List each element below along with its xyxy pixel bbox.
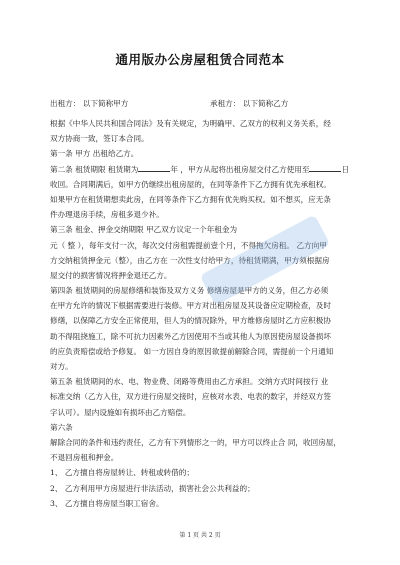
body-line: 屋交付的损害情况将押金退还乙方。 <box>50 270 172 280</box>
body-line: 解除合同的条件和违约责任，乙方有下列情形之一的，甲方可以终止合 同，收回房屋， <box>50 437 341 447</box>
body-line: 对方。 <box>50 362 73 371</box>
body-line: 在甲方允许的情况下根据需要进行装修。甲方对出租房屋及其设备应定期检查，及时 <box>50 301 331 311</box>
body-line: 双方协商一致，签订本合同。 <box>50 134 149 144</box>
body-line: 修缮，以保障乙方安全正常使用，但人为的情况除外，甲方维修房屋时乙方应积极协 <box>50 316 331 326</box>
body-line: 标准交纳（乙方入住，双方进行房屋交接时，应核对水表、电表的数字，并经双方签 <box>50 392 331 402</box>
body-line: 3、 乙方擅自将房屋当职工宿舍。 <box>50 498 164 508</box>
document-title: 通用版办公房屋租赁合同范本 <box>115 52 285 67</box>
page-footer: 第 1 页 共 2 页 <box>179 532 221 539</box>
body-line: 助不得阻挠施工，除不可抗力因素外乙方因使用不当或其他人为原因使房屋设备损坏 <box>50 331 331 341</box>
body-line: 第二条 租赁期限 租赁期为 年 ，甲方从起将出租房屋交付乙方使用至 日 <box>50 164 350 174</box>
body-line: 如果甲方在租赁期想卖此房，在同等条件下乙方拥有优先购买权。如不想买，应无条 <box>50 194 331 204</box>
fill-in-blank <box>138 163 170 172</box>
body-line: 方交纳租赁押金元（整），由乙方在 一次性支付给甲方，待租赁期满，甲方须根据房 <box>50 255 330 265</box>
body-line: 1、 乙方擅自将房屋转让、转租或转借的； <box>50 468 194 478</box>
body-line: 的应负责赔偿或给予修复。 如一方因自身的原因欲提前解除合同，需提前一个月通知 <box>50 346 334 356</box>
body-line: 第五条 租赁期间的水、电、物业费、闭路等费用由乙方承担。交纳方式时间按行 业 <box>50 377 329 387</box>
body-line: 不退回房租和押金。 <box>50 453 119 463</box>
body-line: 收回。合同期满后，如甲方仍继续出租房屋的，在同等条件下乙方拥有优先承租权。 <box>50 179 331 189</box>
fill-in-blank <box>309 163 341 172</box>
body-line: 2、 乙方利用甲方房屋进行非法活动，损害社会公共利益的； <box>50 483 255 493</box>
body-line: 根据《中华人民共和国合同法》及有关规定，为明确甲、乙双方的权利义务关系，经 <box>50 119 331 128</box>
party-b-label: 承租方： 以下简称乙方 <box>210 99 289 108</box>
party-a-label: 出租方： 以下简称甲方 <box>50 99 129 108</box>
body-line: 字认可）。屋内设施如有损坏由乙方赔偿。 <box>50 407 191 417</box>
body-line: 第一条 甲方 出租给乙方。 <box>50 149 139 159</box>
body-line: 件办理退房手续，房租多退少补。 <box>50 210 164 220</box>
body-line: 第三条 租金、押金交纳期限 甲乙双方议定一个年租金为 <box>50 225 238 235</box>
party-row <box>50 98 360 112</box>
body-line: 元（ 整 ），每年支付一次，每次交付房租需提前壹个月，不得拖欠房租。 乙方向甲 <box>50 240 327 250</box>
contract-body <box>50 116 356 511</box>
body-line: 第六条 <box>50 422 73 432</box>
body-line: 第四条 租赁期间的房屋修缮和装饰及双方义务 修缮房屋是甲方的义务，但乙方必须 <box>50 286 329 296</box>
